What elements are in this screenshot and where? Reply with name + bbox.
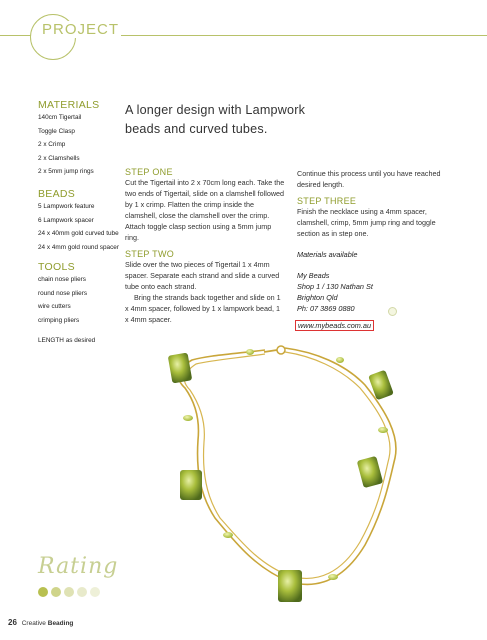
tools-item: chain nose pliers: [38, 276, 86, 283]
store-name: My Beads: [297, 270, 330, 280]
step-two-text-continued: Bring the strands back together and slide on 1 x 4mm spacer, followed by 1 x lampwork bead, 1 x 4mm spacer.: [125, 292, 281, 324]
step-three-text: Finish the necklace using a 4mm spacer, clamshell, crimp, 5mm jump ring and toggle section as in step one.: [297, 207, 436, 238]
step-two-text: Slide over the two pieces of Tigertail 1 x 4mm spacer. Separate each strand and slide a curved tube onto each strand.: [125, 260, 280, 291]
continue-text: Continue this process until you have reached desired length.: [297, 169, 441, 189]
publication-name: Beading: [47, 620, 74, 627]
section-label: PROJECT: [42, 21, 120, 38]
beads-heading: BEADS: [38, 188, 76, 200]
materials-item: 140cm Tigertail: [38, 114, 82, 121]
necklace-photo: [140, 330, 460, 620]
rating-dot: [90, 587, 100, 597]
materials-section: [38, 99, 99, 179]
beads-item: 5 Lampwork feature: [38, 203, 95, 210]
store-website-link[interactable]: www.mybeads.com.au: [295, 320, 374, 331]
publication-prefix: Creative: [21, 620, 46, 627]
store-address-line-2: Brighton Qld: [297, 292, 338, 302]
beads-section: [38, 188, 119, 254]
rating-dot: [77, 587, 87, 597]
tools-item: round nose pliers: [38, 289, 88, 297]
step-one-text: Cut the Tigertail into 2 x 70cm long each. Take the two ends of Tigertail, slide on a clamshell followed by 1 x crimp. Flatten the crimp inside the clamshell, close the clamshell over the crimp. Attach toggle clasp section using a 5mm jump ring.: [125, 178, 285, 242]
length-note: LENGTH as desired: [38, 337, 96, 344]
materials-item: Toggle Clasp: [38, 127, 75, 135]
step-two-heading: STEP TWO: [125, 249, 175, 259]
tools-section: [38, 261, 87, 327]
materials-heading: MATERIALS: [38, 99, 100, 111]
small-ring-icon: [388, 307, 397, 316]
store-address-line-1: Shop 1 / 130 Nathan St: [297, 281, 373, 291]
step-three: [297, 196, 459, 240]
tools-heading: TOOLS: [38, 261, 75, 273]
store-phone: Ph: 07 3869 0880: [297, 303, 355, 313]
rating-dots: [38, 587, 100, 597]
materials-item: 2 x Crimp: [38, 141, 66, 148]
step-one: [125, 167, 285, 243]
beads-item: 24 x 4mm gold round spacer: [38, 243, 119, 251]
step-one-heading: STEP ONE: [125, 167, 173, 177]
rating-dot: [38, 587, 48, 597]
page-number: 26: [8, 618, 17, 627]
availability-block: [297, 250, 457, 333]
step-three-heading: STEP THREE: [297, 196, 357, 206]
rating-dot: [51, 587, 61, 597]
page-footer: [8, 618, 73, 627]
rating-label: Rating: [38, 554, 119, 579]
rating-dot: [64, 587, 74, 597]
beads-item: 6 Lampwork spacer: [38, 216, 94, 224]
tools-item: wire cutters: [38, 303, 71, 310]
step-two: [125, 249, 285, 325]
materials-item: 2 x 5mm jump rings: [38, 168, 94, 175]
materials-item: 2 x Clamshells: [38, 154, 80, 162]
beads-item: 24 x 40mm gold curved tube: [38, 230, 119, 237]
article-title: A longer design with Lampwork beads and curved tubes.: [125, 103, 306, 136]
availability-label: Materials available: [297, 250, 358, 259]
tools-item: crimping pliers: [38, 316, 80, 324]
